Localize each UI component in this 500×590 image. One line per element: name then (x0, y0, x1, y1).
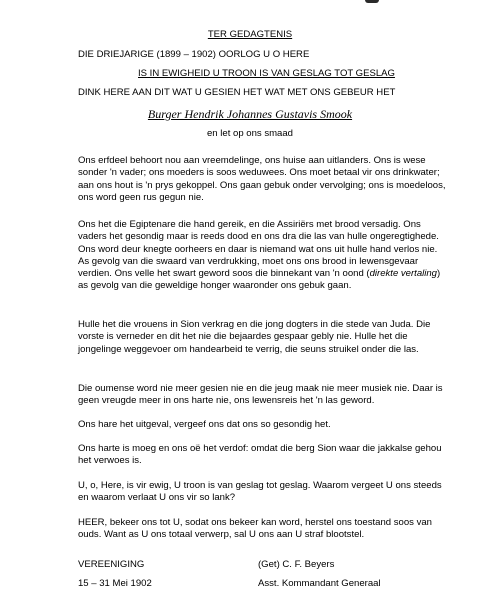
paragraph-inheritance (78, 155, 478, 204)
paragraph-hearts (78, 443, 478, 468)
text-line: aan ons hout is 'n prys gekoppel. Ons gaan gebuk onder vervolging; ons is moedeloos, (78, 179, 446, 191)
text-line: Die oumense word nie meer gesien nie en die jeug maak nie meer musiek nie. Daar is (78, 383, 443, 394)
translation-note: direkte vertaling (369, 268, 437, 280)
text-line: Ons erfdeel behoort nou aan vreemdelinge, ons huise aan uitlanders. Ons is wese (78, 155, 426, 166)
text-line: as gevolg van die geweldige honger waaronder ons gebuk gaan. (78, 280, 352, 292)
text-line: ons word geen rus gegun nie. (78, 191, 204, 203)
text-line: Ons word deur knegte oorheers en daar is niemand wat ons uit hulle hand verlos nie. (78, 243, 438, 255)
heading-subtitle: en let op ons smaad (207, 128, 293, 139)
text-line: As gevolg van die swaard van verdrukking, moet ons ons brood in lewensgevaar (78, 255, 419, 267)
text-line (78, 268, 478, 280)
heading-line-war: DIE DRIEJARIGE (1899 – 1902) OORLOG U O HERE (78, 49, 310, 60)
text-line: U, o, Here, is vir ewig, U troon is van geslag tot geslag. Waarom vergeet U ons steeds (78, 480, 442, 491)
text-line: ouds. Want as U ons totaal verwerp, sal U ons aan U straf blootstel. (78, 529, 365, 541)
paragraph-eternal (78, 480, 478, 505)
signature-organization: VEREENIGING (78, 559, 145, 570)
text-line: geen vreugde meer in ons harte nie, ons lewensreis het 'n las geword. (78, 395, 375, 407)
heading-line-remember: DINK HERE AAN DIT WAT U GESIEN HET WAT MET ONS GEBEUR HET (78, 87, 396, 98)
paragraph-elders (78, 383, 478, 408)
text-line: en waarom verlaat U ons vir so lank? (78, 492, 236, 504)
text-line: vaders het gesondig maar is reeds dood en ons dra die las van hulle ongeregtighede. (78, 231, 439, 243)
text-line: Ons het die Egiptenare die hand gereik, en die Assiriërs met brood versadig. Ons (78, 219, 421, 230)
text-line: Ons hare het uitgeval, vergeef ons dat ons so gesondig het. (78, 419, 331, 430)
text-line: Hulle het die vrouens in Sion verkrag en die jong dogters in die stede van Juda. Die (78, 319, 431, 330)
paragraph-forgive (78, 419, 478, 431)
signature-rank: Asst. Kommandant Generaal (258, 578, 381, 589)
paragraph-egyptians (78, 219, 478, 293)
text-fragment: verdien. Ons velle het swart geword soos die binnekant van 'n oond ( (78, 268, 370, 280)
signature-name: (Get) C. F. Beyers (258, 559, 335, 570)
text-line: HEER, bekeer ons tot U, sodat ons bekeer kan word, herstel ons toestand soos van (78, 517, 432, 528)
signature-date: 15 – 31 Mei 1902 (78, 578, 152, 589)
text-line: sonder 'n vader; ons moeders is soos weduwees. Ons moet betaal vir ons drinkwater; (78, 167, 440, 179)
text-line: het verwoes is. (78, 455, 142, 467)
paragraph-sion (78, 319, 478, 356)
burger-name: Burger Hendrik Johannes Gustavis Smook (147, 107, 353, 121)
heading-line-eternity: IS IN EWIGHEID U TROON IS VAN GESLAG TOT GESLAG (138, 68, 395, 79)
text-fragment: ) (437, 268, 441, 280)
text-line: Ons harte is moeg en ons oë het verdof: omdat die berg Sion waar die jakkalse gehou (78, 443, 442, 454)
text-line: jongelinge weggevoer om handearbeid te verrig, die seuns struikel onder die las. (78, 343, 419, 355)
paragraph-prayer (78, 517, 478, 542)
scan-mark (365, 0, 379, 3)
text-line: vorste is verneder en dit het nie die bejaardes gespaar gebly nie. Hulle het die (78, 331, 408, 343)
document-title: TER GEDAGTENIS (207, 29, 293, 40)
